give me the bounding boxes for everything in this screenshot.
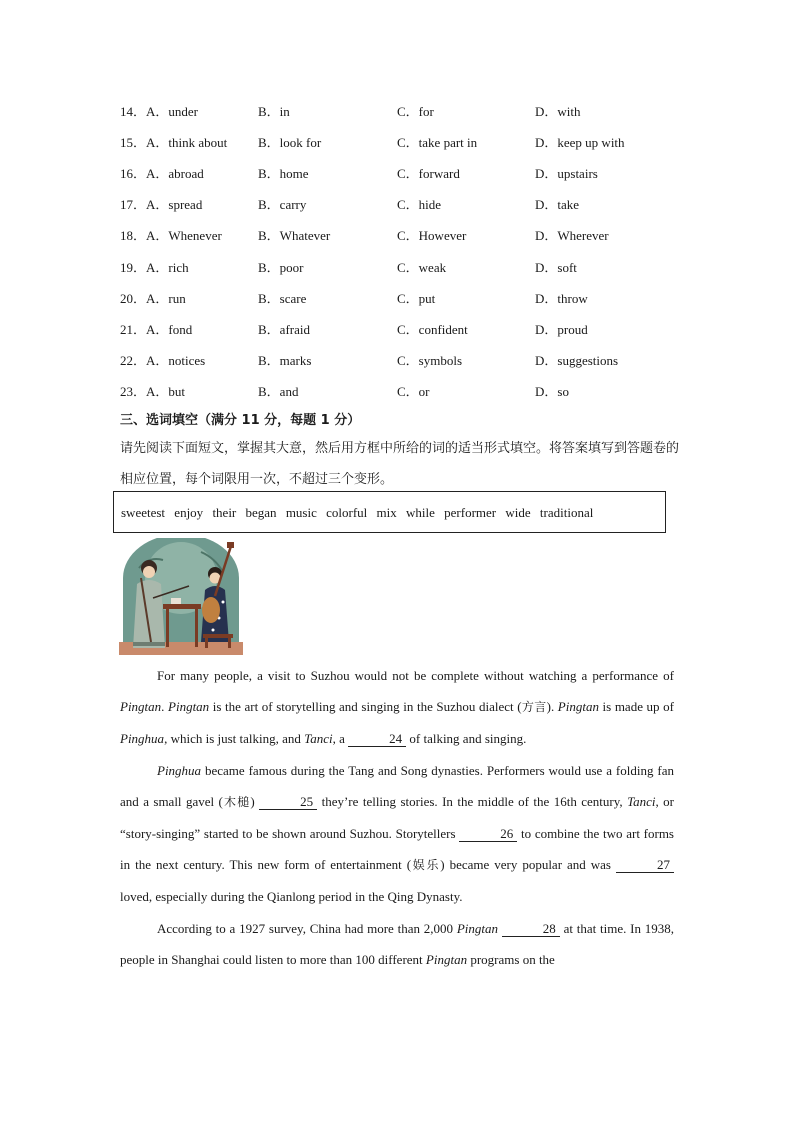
option-c: C．forward <box>397 166 460 181</box>
blank-28[interactable]: 28 <box>502 921 560 937</box>
passage-text: at that time. In 1938, people in Shanghai could listen to more than 100 different <box>120 920 675 967</box>
option-a: 18．A．Whenever <box>120 228 222 243</box>
passage-text: loved, especially during the Qianlong period in the Qing Dynasty. <box>120 889 463 905</box>
option-b: B．afraid <box>258 322 310 337</box>
question-row <box>120 163 680 185</box>
passage-text: became famous during the Tang and Song dynasties. Performers would use a folding fan and a small gavel ( <box>120 762 674 809</box>
option-d: D．keep up with <box>535 135 625 150</box>
italic-term: Pinghua <box>120 731 165 747</box>
passage-text: is the art of storytelling and singing in the Suzhou dialect ( <box>209 699 522 715</box>
passage-text: , a <box>332 731 349 747</box>
option-b: B．and <box>258 384 299 399</box>
passage-text: For many people, a visit to Suzhou would not be complete without watching a performance of <box>157 668 674 683</box>
option-d: D．upstairs <box>535 166 598 181</box>
option-d: D．with <box>535 104 581 119</box>
option-c: C．take part in <box>397 135 478 150</box>
option-a: 19．A．rich <box>120 260 189 275</box>
passage-text: of talking and singing. <box>406 731 527 747</box>
passage-text: they’re telling stories. In the middle of the 16th century, <box>317 793 628 809</box>
option-d: D．take <box>535 197 580 212</box>
option-a: 14．A．under <box>120 104 198 119</box>
section-instruction: 请先阅读下面短文，掌握其大意，然后用方框中所给的词的适当形式填空。将答案填写到答题卷的相应位置，每个词限用一次，不超过三个变形。 <box>120 441 680 487</box>
chinese-gloss: 娱乐 <box>411 858 441 873</box>
question-row <box>120 319 680 341</box>
option-d: D．proud <box>535 322 588 337</box>
italic-term: Tanci <box>304 731 333 747</box>
option-c: C．hide <box>397 197 442 212</box>
blank-25[interactable]: 25 <box>259 794 317 810</box>
option-a: 20．A．run <box>120 291 186 306</box>
option-a: 23．A．but <box>120 384 186 399</box>
option-c: C．put <box>397 291 436 306</box>
question-row <box>120 194 680 216</box>
option-b: B．home <box>258 166 309 181</box>
option-c: C．confident <box>397 322 468 337</box>
section-title: 三、选词填空（满分 11 分，每题 1 分） <box>120 413 361 428</box>
option-c: C．for <box>397 104 434 119</box>
question-row <box>120 132 680 154</box>
passage-text: , or “story-singing” started to be shown around Suzhou. Storytellers <box>120 793 674 842</box>
word-bank-item: their <box>212 505 237 520</box>
question-row <box>120 101 680 123</box>
italic-term: Pingtan <box>557 699 599 715</box>
option-d: D．so <box>535 384 569 399</box>
word-bank-item: sweetest <box>121 505 166 520</box>
option-d: D．throw <box>535 291 588 306</box>
italic-term: Pingtan <box>456 920 498 936</box>
paragraph-1 <box>120 660 674 755</box>
option-b: B．marks <box>258 353 312 368</box>
word-bank-item: mix <box>376 505 397 520</box>
italic-term: Pingtan <box>168 699 210 715</box>
option-b: B．scare <box>258 291 307 306</box>
paragraph-2 <box>120 755 674 913</box>
chinese-gloss: 木槌 <box>222 794 251 809</box>
blank-27[interactable]: 27 <box>616 857 674 873</box>
blank-26[interactable]: 26 <box>459 826 517 842</box>
option-c: C．However <box>397 228 467 243</box>
passage-text: , which is just talking, and <box>164 731 305 747</box>
pingtan-performers-illustration <box>119 538 243 655</box>
option-a: 15．A．think about <box>120 135 228 150</box>
word-bank-item: began <box>245 505 277 520</box>
chinese-gloss: 方言 <box>521 700 547 715</box>
word-bank-item: music <box>285 505 317 520</box>
passage-text: ) <box>250 793 260 809</box>
passage-text: programs on the <box>467 951 555 967</box>
italic-term: Pinghua <box>157 762 202 778</box>
word-bank-item: while <box>406 505 435 520</box>
option-d: D．suggestions <box>535 353 619 368</box>
blank-24[interactable]: 24 <box>348 731 406 747</box>
word-bank-item: wide <box>505 505 531 520</box>
option-b: B．poor <box>258 260 304 275</box>
option-c: C．weak <box>397 260 447 275</box>
option-c: C．or <box>397 384 430 399</box>
option-a: 16．A．abroad <box>120 166 204 181</box>
option-d: D．soft <box>535 260 577 275</box>
italic-term: Pingtan <box>120 699 162 715</box>
passage-text: According to a 1927 survey, China had more than 2,000 <box>157 920 457 936</box>
question-row <box>120 381 680 403</box>
passage-text: ) became very popular and was <box>440 857 616 873</box>
question-row <box>120 288 680 310</box>
paragraph-3 <box>120 913 674 975</box>
option-d: D．Wherever <box>535 228 609 243</box>
italic-term: Pingtan <box>425 951 468 967</box>
option-b: B．carry <box>258 197 307 212</box>
passage-text: ). <box>546 699 558 715</box>
question-row <box>120 257 680 279</box>
passage <box>120 660 674 975</box>
italic-term: Tanci <box>627 793 656 809</box>
word-bank-item: colorful <box>326 505 368 520</box>
word-bank-item: enjoy <box>174 505 204 520</box>
option-c: C．symbols <box>397 353 463 368</box>
passage-text: . <box>161 699 169 715</box>
word-bank <box>113 491 666 533</box>
word-bank-item: performer <box>444 505 497 520</box>
option-b: B．Whatever <box>258 228 331 243</box>
option-a: 22．A．notices <box>120 353 206 368</box>
passage-text: is made up of <box>598 699 674 715</box>
question-row <box>120 225 680 247</box>
option-b: B．look for <box>258 135 322 150</box>
option-a: 17．A．spread <box>120 197 203 212</box>
option-a: 21．A．fond <box>120 322 193 337</box>
option-b: B．in <box>258 104 290 119</box>
word-bank-item: traditional <box>539 505 594 520</box>
question-row <box>120 350 680 372</box>
passage-text: to combine the two art forms in the next century. This new form of entertainment ( <box>120 826 674 873</box>
